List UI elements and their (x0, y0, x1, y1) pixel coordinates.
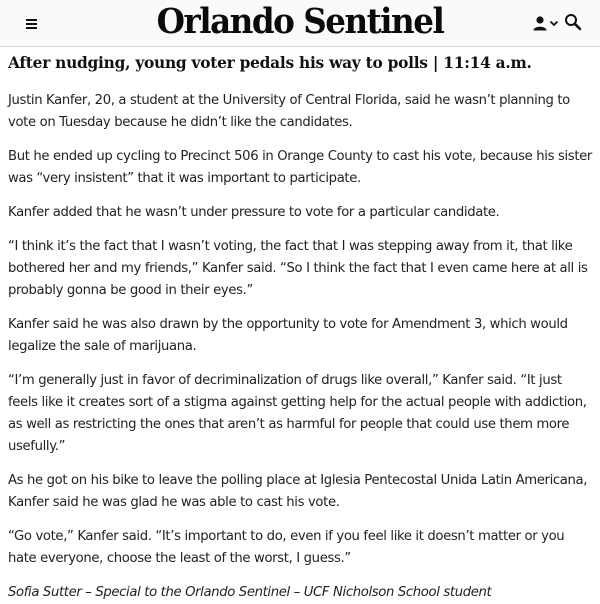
site-logo[interactable]: Orlando Sentinel (156, 1, 444, 42)
article-paragraph: But he ended up cycling to Precinct 506 in Orange County to cast his vote, because his sister was “very insistent” that it was important to participate. (8, 149, 592, 186)
article-body (8, 90, 593, 604)
article-byline: Sofia Sutter – Special to the Orlando Sentinel – UCF Nicholson School student (8, 585, 492, 600)
search-icon[interactable] (563, 12, 583, 32)
article-paragraph: Justin Kanfer, 20, a student at the University of Central Florida, said he wasn’t planning to vote on Tuesday because he didn’t like the candidates. (8, 93, 570, 130)
account-menu-button[interactable] (532, 13, 562, 33)
chevron-down-icon (549, 18, 559, 28)
article-paragraph: Kanfer said he was also drawn by the opportunity to vote for Amendment 3, which would legalize the sale of marijuana. (8, 317, 568, 354)
site-header (0, 0, 600, 47)
article-paragraph: As he got on his bike to leave the polling place at Iglesia Pentecostal Unida Latin Americana, Kanfer said he was glad he was able to cast his vote. (8, 473, 588, 510)
user-icon (532, 15, 548, 31)
article-paragraph: “Go vote,” Kanfer said. “It’s important to do, even if you feel like it doesn’t matter or you hate everyone, choose the least of the worst, I guess.” (8, 529, 565, 566)
article-paragraph: “I’m generally just in favor of decriminalization of drugs like overall,” Kanfer said. “It just feels like it creates sort of a stigma against getting help for the actual people with addiction, as well as restricting the ones that aren’t as harmful for people that could use them more usefully.” (8, 373, 587, 454)
article-headline: After nudging, young voter pedals his way to polls | 11:14 a.m. (8, 54, 532, 72)
article-paragraph: Kanfer added that he wasn’t under pressure to vote for a particular candidate. (8, 205, 500, 220)
article-paragraph: “I think it’s the fact that I wasn’t voting, the fact that I was stepping away from it, that like bothered her and my friends,” Kanfer said. “So I think the fact that I even came here at all is probably gonna be good in their eyes.” (8, 239, 588, 298)
